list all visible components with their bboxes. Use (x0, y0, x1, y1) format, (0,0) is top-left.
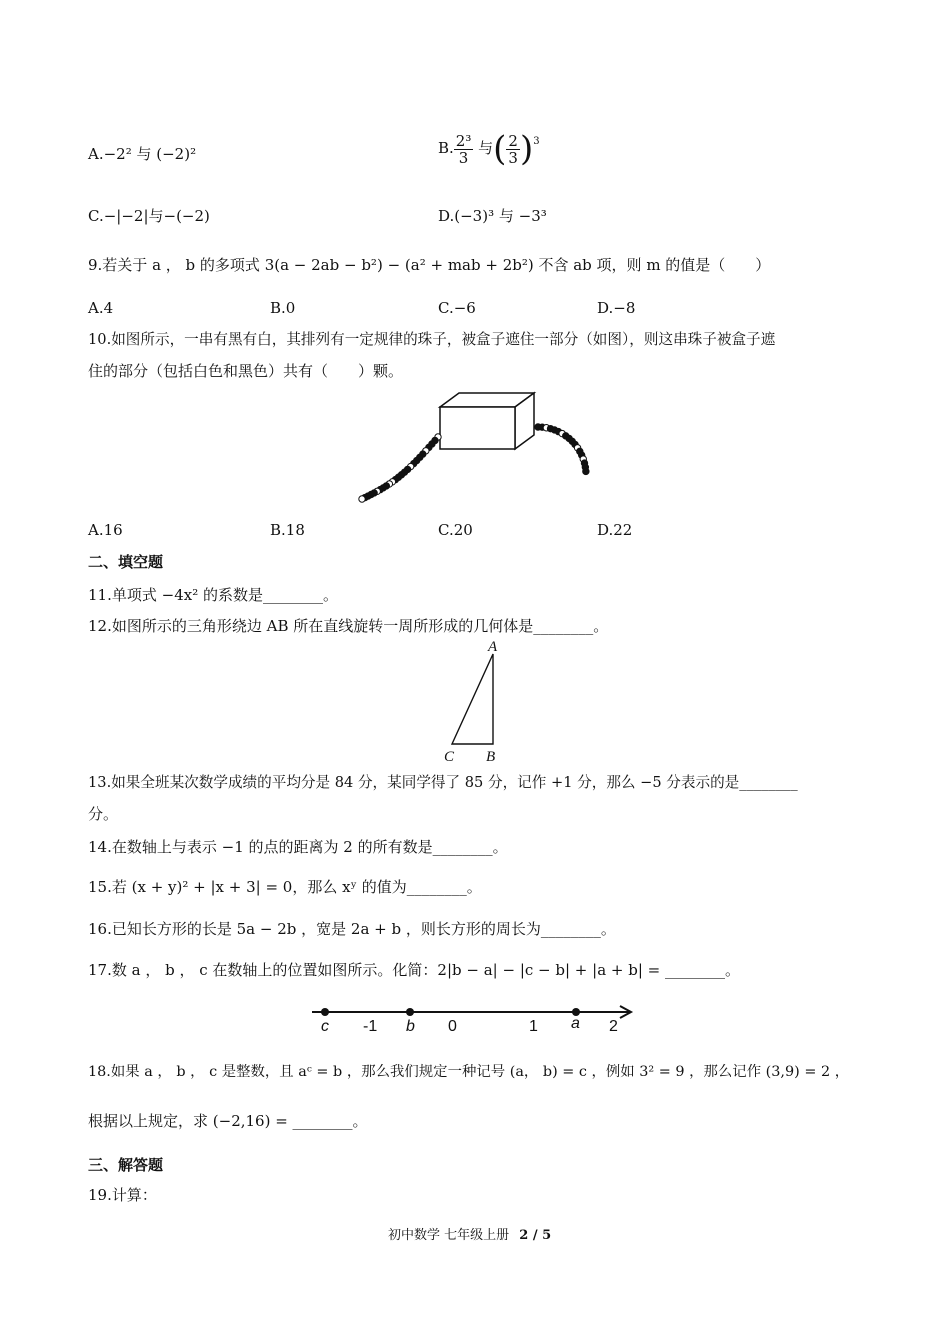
q9-stem: 9.若关于 a ， b 的多项式 3(a − 2ab − b²) − (a² + mab + 2b²) 不含 ab 项，则 m 的值是（ ） (88, 256, 771, 274)
q10-option-c: C.20 (438, 521, 473, 539)
section-fill-in-heading: 二、填空题 (88, 553, 164, 571)
q18-line2: 根据以上规定，求 (−2,16) = ________。 (88, 1112, 368, 1130)
q9-option-a: A.4 (88, 299, 114, 317)
axis-label-neg1: -1 (363, 1018, 378, 1035)
number-line-figure (300, 1000, 645, 1040)
q11: 11.单项式 −4x² 的系数是________。 (88, 586, 338, 604)
q8-option-a: A.−2² 与 (−2)² (88, 145, 197, 163)
q15: 15.若 (x + y)² + |x + 3| = 0，那么 xʸ 的值为________。 (88, 878, 482, 896)
q9-option-c: C.−6 (438, 299, 476, 317)
axis-label-b: b (406, 1018, 415, 1035)
axis-label-1: 1 (529, 1018, 538, 1035)
footer-page-number: 2 / 5 (519, 1228, 552, 1243)
triangle-label-a: A (488, 639, 498, 655)
q14: 14.在数轴上与表示 −1 的点的距离为 2 的所有数是________。 (88, 838, 508, 856)
q8-option-b-mid: 与 (478, 139, 494, 157)
q8-option-b: B. $\frac{\text{2³}}{3}$ 与( $\frac{2}{3}$ )$^3$ (438, 129, 540, 169)
bead-box-figure (350, 385, 600, 510)
q8-option-b-inner-fraction: $\frac{2}{3}$ (508, 131, 518, 167)
q8-option-b-prefix: B. (438, 139, 454, 157)
q13-line2: 分。 (88, 805, 119, 823)
q10-option-d: D.22 (597, 521, 633, 539)
q8-option-b-fraction: $\frac{\text{2³}}{3}$ (455, 131, 472, 167)
triangle-label-c: C (444, 749, 455, 765)
bead (359, 496, 365, 502)
q10-stem-line2: 住的部分（包括白色和黑色）共有（ ）颗。 (88, 362, 404, 380)
q17-stem: 17.数 a ， b ， c 在数轴上的位置如图所示。化简：2|b − a| − |c − b| + |a + b| = ________。 (88, 961, 740, 979)
triangle-figure (438, 636, 508, 766)
q8-option-c: C.−|−2|与−(−2) (88, 207, 210, 225)
q13-line1: 13.如果全班某次数学成绩的平均分是 84 分，某同学得了 85 分，记作 +1 分，那么 −5 分表示的是________ (88, 774, 798, 791)
q10-stem-line1: 10.如图所示，一串有黑有白，其排列有一定规律的珠子，被盒子遮住一部分（如图），则这串珠子被盒子遮 (88, 331, 776, 348)
q9-option-b: B.0 (270, 299, 296, 317)
triangle-label-b: B (486, 749, 496, 765)
footer-text: 初中数学 七年级上册 (388, 1228, 510, 1243)
page-footer (388, 1226, 551, 1246)
axis-label-0: 0 (448, 1018, 457, 1035)
bead (583, 468, 589, 474)
q9-option-d: D.−8 (597, 299, 636, 317)
axis-label-2: 2 (609, 1018, 618, 1035)
q16: 16.已知长方形的长是 5a − 2b ，宽是 2a + b ，则长方形的周长为________。 (88, 920, 616, 938)
q18-line1: 18.如果 a ， b ， c 是整数，且 aᶜ = b ，那么我们规定一种记号 (a， b) = c ，例如 3² = 9 ，那么记作 (3,9) = 2 ， (88, 1064, 850, 1080)
section-solution-heading: 三、解答题 (88, 1156, 164, 1174)
q19: 19.计算： (88, 1186, 157, 1204)
q12-stem: 12.如图所示的三角形绕边 AB 所在直线旋转一周所形成的几何体是________。 (88, 617, 609, 635)
q8-option-d: D.(−3)³ 与 −3³ (438, 207, 547, 225)
q10-option-a: A.16 (88, 521, 123, 539)
axis-label-a: a (571, 1015, 580, 1032)
axis-label-c: c (321, 1018, 329, 1035)
q10-option-b: B.18 (270, 521, 305, 539)
